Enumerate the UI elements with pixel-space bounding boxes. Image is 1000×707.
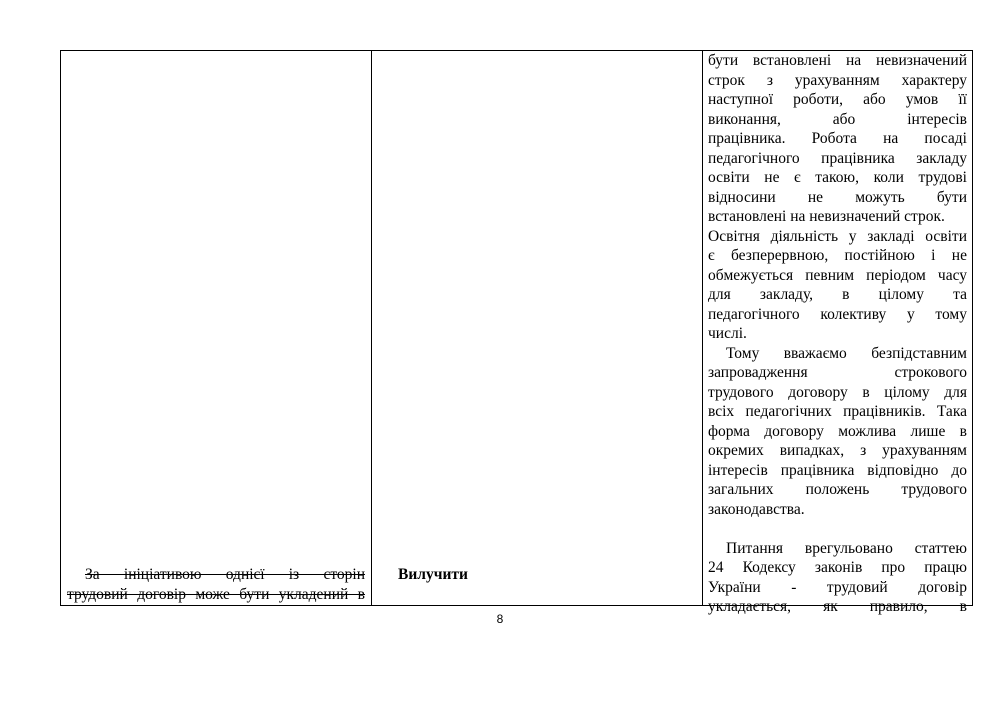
text-line: відносини не можуть бути [708,188,967,206]
original-text-cell [61,51,372,606]
text-line: законодавства. [708,500,805,518]
comparison-table [60,50,973,615]
text-line: трудового договору в цілому для [708,383,967,401]
paragraph-gap [708,519,967,539]
text-line: строк з урахуванням характеру [708,71,967,89]
justification-cell [703,51,973,615]
table-row [61,51,973,606]
text-line: України - трудовий договір [708,578,967,596]
struck-text-line: трудовий договір може бути укладений в [67,585,365,603]
text-line: укладається, як правило, в [708,598,967,615]
text-line: числі. [708,325,747,342]
text-line: освіти не є такою, коли трудові [708,169,967,186]
original-text [67,565,365,604]
text-line: 24 Кодексу законів про працю [708,559,967,576]
text-line: Тому вважаємо безпідставним [726,344,967,362]
text-line: для закладу, в цілому та [708,286,967,303]
proposal-cell [372,51,703,606]
text-line: працівника. Робота на посаді [708,130,967,147]
text-line: Освітня діяльність у закладі освіти [708,227,967,245]
text-line: є безперервною, постійною і не [708,247,967,264]
struck-text-line: За ініціативою однієї із сторін [85,566,365,583]
text-line: встановлені на невизначений строк. [708,208,945,225]
text-line: окремих випадках, з урахуванням [708,442,967,459]
proposal-text: Вилучити [398,565,468,583]
page-number: 8 [496,612,504,626]
text-line: Питання врегульовано статтею [726,539,967,557]
text-line: бути встановлені на невизначений [708,52,967,69]
justification-text [708,51,967,617]
text-line: форма договору можлива лише в [708,422,967,440]
text-line: всіх педагогічних працівників. Така [708,403,967,420]
text-line: запровадження строкового [708,364,967,381]
text-line: наступної роботи, або умов її [708,91,967,108]
text-line: виконання, або інтересів [708,110,967,128]
text-line: загальних положень трудового [708,481,967,498]
text-line: обмежується певним періодом часу [708,266,967,284]
text-line: педагогічного працівника закладу [708,149,967,167]
text-line: інтересів працівника відповідно до [708,461,967,479]
text-line: педагогічного колективу у тому [708,305,967,323]
